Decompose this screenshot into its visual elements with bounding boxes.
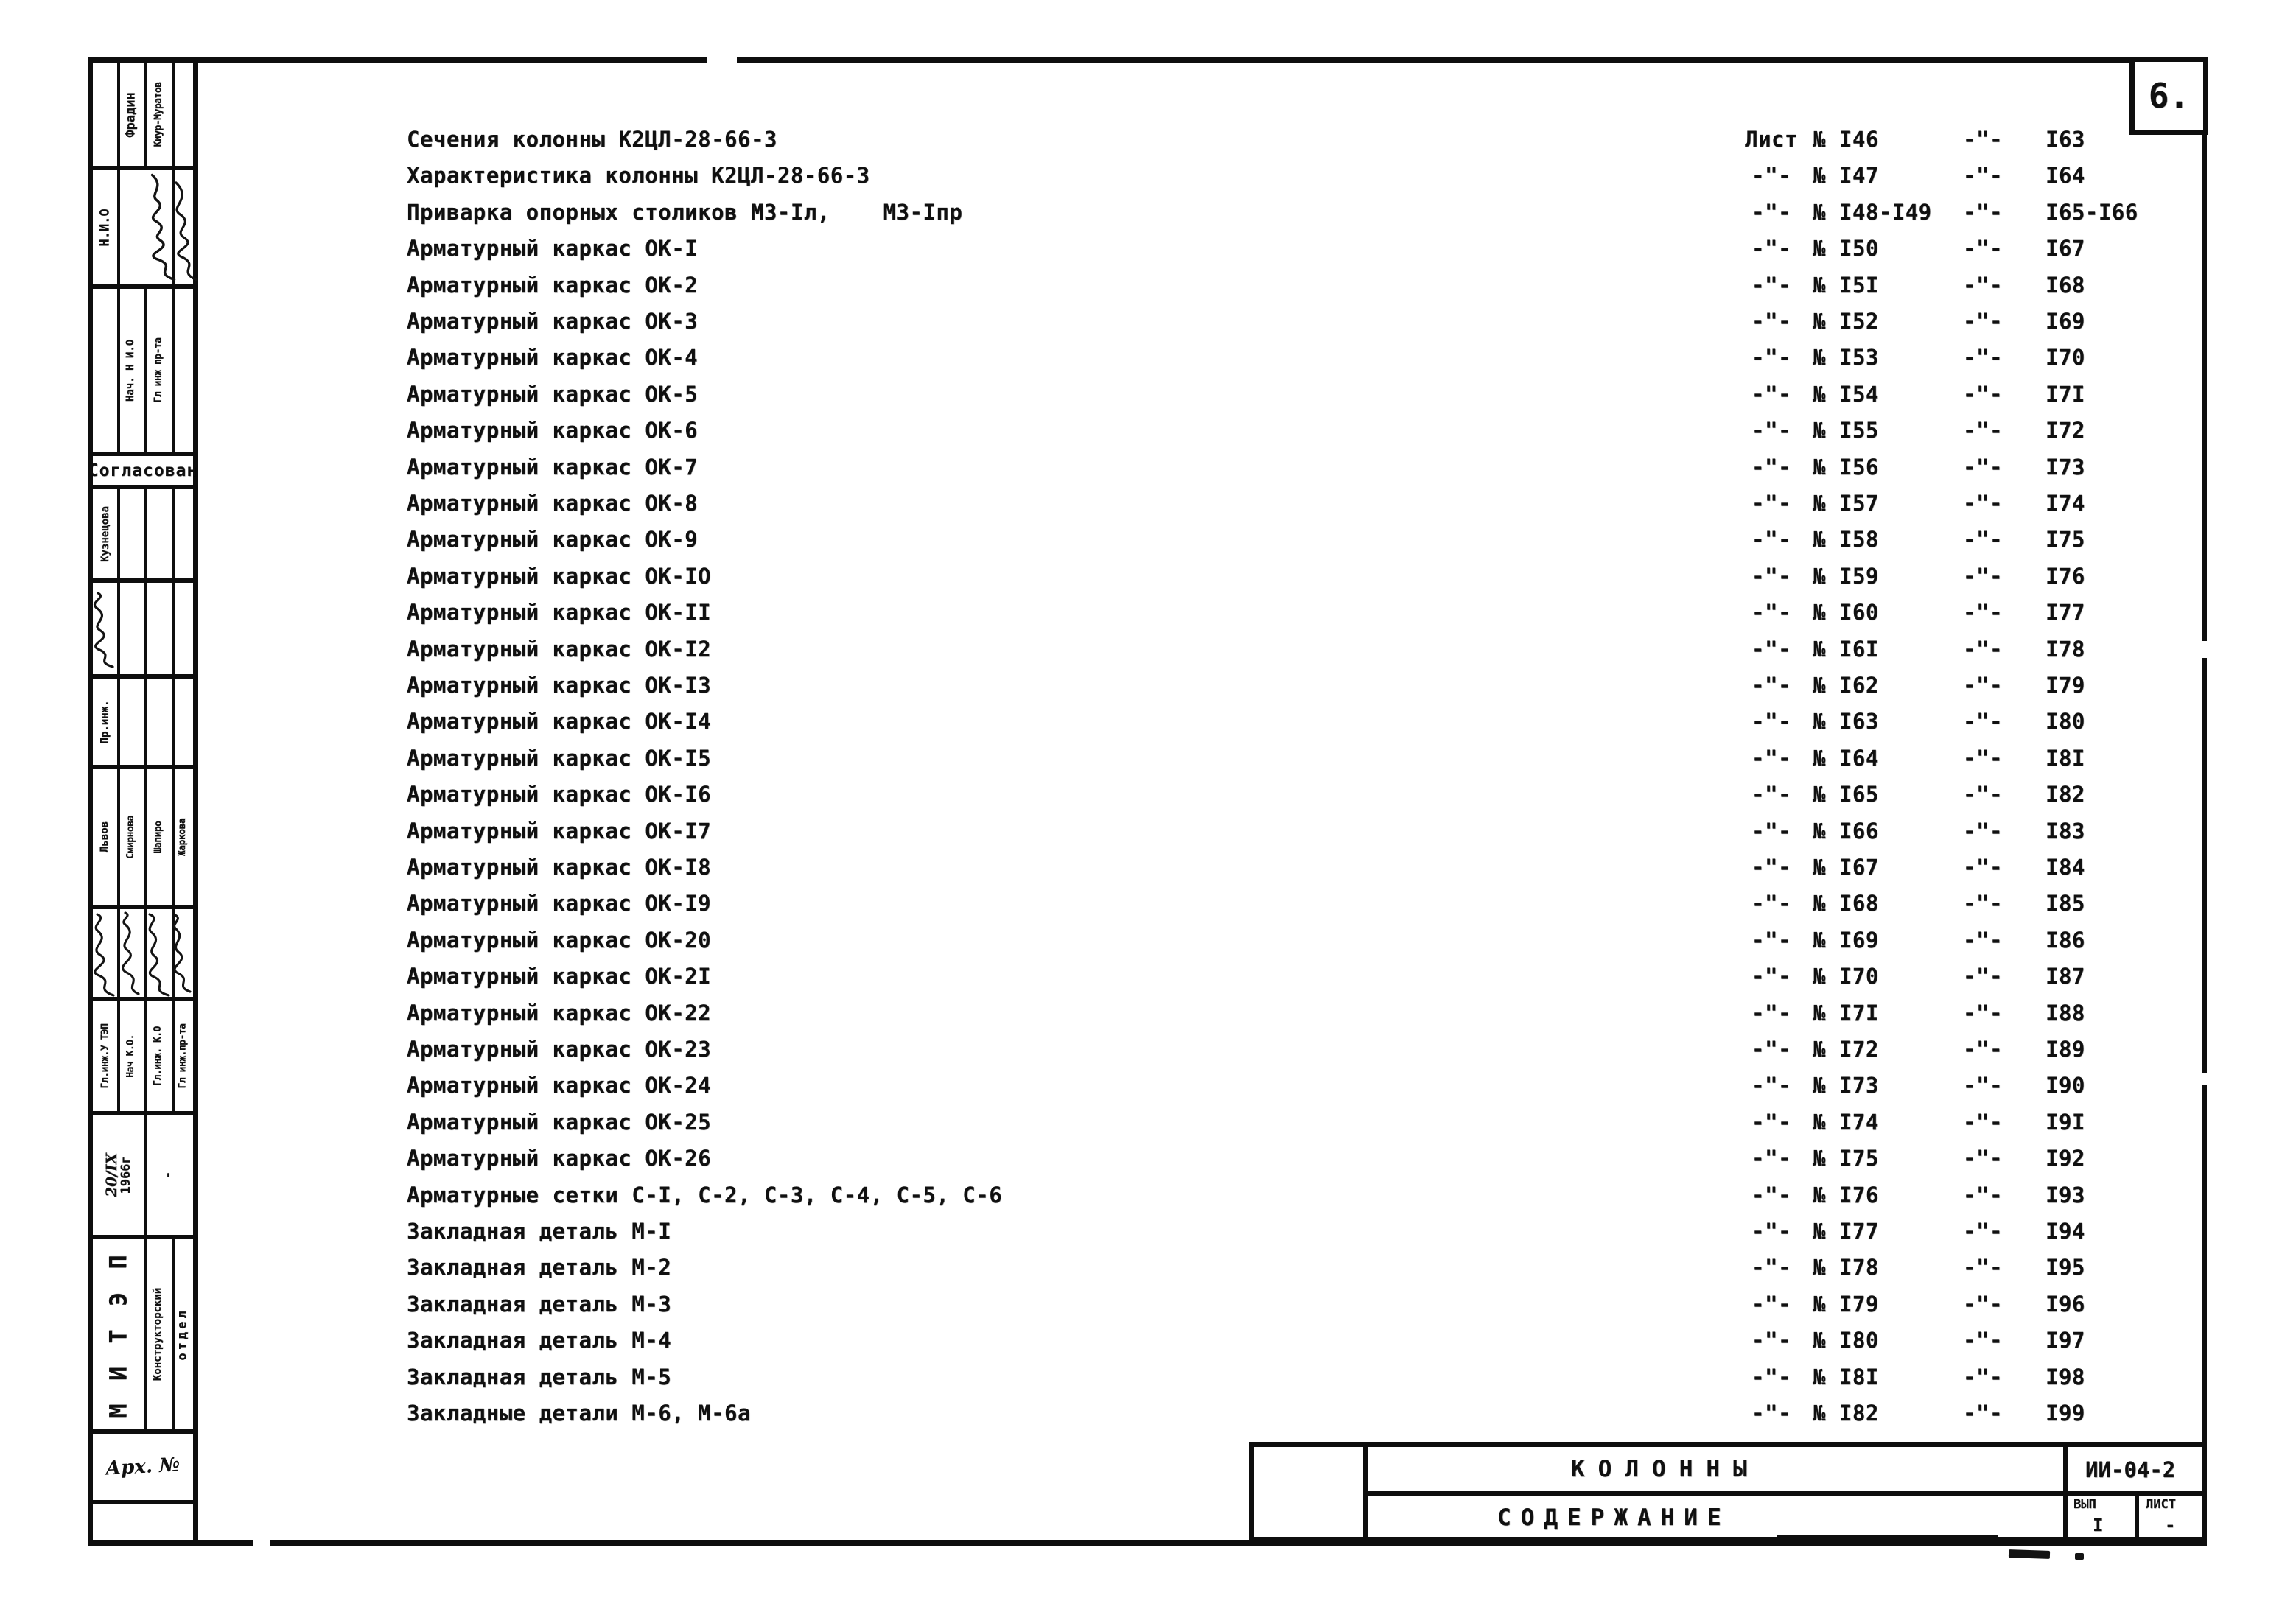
- title-block-subject: КОЛОННЫ: [1571, 1456, 1760, 1482]
- toc-sheet-number: № I77: [1813, 1219, 1879, 1244]
- toc-row: [0, 964, 2296, 1000]
- stamp-name: Жаркова: [177, 818, 189, 856]
- toc-item-title: Арматурный каркас ОК-I2: [407, 636, 712, 662]
- toc-row: [0, 1364, 2296, 1401]
- toc-sheet-ref: -"-: [1751, 745, 1791, 771]
- toc-sheet-ref: -"-: [1751, 782, 1791, 807]
- toc-page-number: I64: [2045, 163, 2085, 189]
- toc-page-number: I68: [2045, 272, 2085, 298]
- toc-sheet-number: № I69: [1813, 927, 1879, 953]
- agreed-role: Пр.инж.: [99, 699, 111, 744]
- toc-item-title: Арматурный каркас ОК-23: [407, 1037, 712, 1062]
- signature-scrawl-icon: [89, 590, 119, 671]
- toc-ditto-mark: -"-: [1963, 272, 2003, 298]
- stamp-name: Львов: [99, 821, 111, 853]
- toc-sheet-number: № I62: [1813, 673, 1879, 698]
- toc-sheet-ref: -"-: [1751, 1000, 1791, 1026]
- stamp-org-block: [93, 1239, 193, 1434]
- toc-row: [0, 673, 2296, 709]
- toc-sheet-number: № I54: [1813, 381, 1879, 407]
- toc-page-number: I76: [2045, 563, 2085, 589]
- toc-ditto-mark: -"-: [1963, 1255, 2003, 1281]
- title-block-divider: [2135, 1496, 2139, 1537]
- stamp-strip: [88, 58, 198, 1546]
- toc-ditto-mark: -"-: [1963, 1291, 2003, 1317]
- toc-sheet-number: № I56: [1813, 454, 1879, 480]
- toc-sheet-ref: -"-: [1751, 309, 1791, 334]
- toc-row: [0, 273, 2296, 309]
- toc-row: [0, 382, 2296, 418]
- toc-page-number: I79: [2045, 673, 2085, 698]
- signature-scrawl-icon: [116, 911, 146, 998]
- toc-sheet-ref: -"-: [1751, 709, 1791, 735]
- toc-page-number: I75: [2045, 527, 2085, 553]
- toc-sheet-number: № I47: [1813, 163, 1879, 189]
- toc-item-title: Закладная деталь М-3: [407, 1291, 672, 1317]
- toc-item-title: Арматурный каркас ОК-25: [407, 1109, 712, 1135]
- toc-ditto-mark: -"-: [1963, 345, 2003, 371]
- toc-sheet-number: № I46: [1813, 127, 1879, 152]
- toc-item-title: Арматурный каркас ОК-8: [407, 491, 699, 516]
- toc-item-title: Закладная деталь М-I: [407, 1219, 672, 1244]
- stamp-nio-block: [93, 170, 193, 289]
- role-label: Гл инж пр-та: [153, 337, 164, 403]
- toc-ditto-mark: -"-: [1963, 927, 2003, 953]
- toc-row: [0, 527, 2296, 563]
- toc-item-title: Арматурный каркас ОК-2: [407, 272, 699, 298]
- toc-page-number: I97: [2045, 1328, 2085, 1353]
- toc-sheet-number: № I76: [1813, 1182, 1879, 1208]
- toc-sheet-number: № I65: [1813, 782, 1879, 807]
- date-year: 1966г: [119, 1156, 134, 1194]
- sheet-value: -: [2165, 1515, 2176, 1535]
- toc-sheet-ref: -"-: [1751, 1109, 1791, 1135]
- toc-sheet-ref: -"-: [1751, 1146, 1791, 1171]
- toc-sheet-ref: -"-: [1751, 236, 1791, 262]
- dept-name-line: отдел: [175, 1308, 190, 1361]
- toc-row: [0, 200, 2296, 236]
- issue-label: ВЫП: [2073, 1497, 2096, 1512]
- toc-row: [0, 236, 2296, 272]
- handwritten-date: 20/IX: [102, 1152, 121, 1198]
- toc-sheet-ref: -"-: [1751, 199, 1791, 225]
- toc-ditto-mark: -"-: [1963, 1000, 2003, 1026]
- stamp-empty-cell: [93, 1504, 193, 1539]
- toc-sheet-ref: -"-: [1751, 1037, 1791, 1062]
- toc-ditto-mark: -"-: [1963, 818, 2003, 844]
- stamp-archive-block: [93, 1434, 193, 1504]
- toc-ditto-mark: -"-: [1963, 745, 2003, 771]
- title-block-code: ИИ-04-2: [2085, 1457, 2176, 1482]
- stamp-role: Гл.инж. К.О: [153, 1026, 164, 1086]
- toc-item-title: Арматурный каркас ОК-IO: [407, 563, 712, 589]
- toc-row: [0, 564, 2296, 600]
- toc-row: [0, 709, 2296, 745]
- toc-ditto-mark: -"-: [1963, 381, 2003, 407]
- toc-sheet-ref: Лист: [1745, 127, 1798, 152]
- toc-item-title: Арматурный каркас ОК-I9: [407, 891, 712, 917]
- toc-page-number: I73: [2045, 454, 2085, 480]
- toc-ditto-mark: -"-: [1963, 673, 2003, 698]
- toc-sheet-ref: -"-: [1751, 491, 1791, 516]
- toc-sheet-ref: -"-: [1751, 927, 1791, 953]
- toc-page-number: I9I: [2045, 1109, 2085, 1135]
- toc-item-title: Арматурный каркас ОК-I4: [407, 709, 712, 735]
- toc-row: [0, 1328, 2296, 1364]
- toc-page-number: I99: [2045, 1401, 2085, 1426]
- toc-ditto-mark: -"-: [1963, 1146, 2003, 1171]
- toc-page-number: I86: [2045, 927, 2085, 953]
- toc-sheet-number: № I48-I49: [1813, 199, 1932, 225]
- toc-sheet-ref: -"-: [1751, 1401, 1791, 1426]
- designer-name: Фрадин: [123, 91, 139, 138]
- toc-row: [0, 637, 2296, 673]
- toc-sheet-number: № I68: [1813, 891, 1879, 917]
- agreed-name: Кузнецова: [99, 505, 111, 562]
- toc-row: [0, 418, 2296, 454]
- toc-ditto-mark: -"-: [1963, 563, 2003, 589]
- toc-sheet-number: № I70: [1813, 964, 1879, 989]
- toc-page-number: I70: [2045, 345, 2085, 371]
- signature-scrawl-icon: [168, 914, 197, 996]
- toc-sheet-ref: -"-: [1751, 454, 1791, 480]
- stamp-roles-block: [93, 1001, 193, 1115]
- toc-item-title: Арматурный каркас ОК-5: [407, 381, 699, 407]
- toc-page-number: I77: [2045, 600, 2085, 626]
- toc-item-title: Арматурный каркас ОК-I7: [407, 818, 712, 844]
- toc-page-number: I89: [2045, 1037, 2085, 1062]
- toc-ditto-mark: -"-: [1963, 1182, 2003, 1208]
- toc-ditto-mark: -"-: [1963, 1364, 2003, 1390]
- toc-page-number: I8I: [2045, 745, 2085, 771]
- sheet-label: ЛИСТ: [2146, 1497, 2176, 1512]
- toc-item-title: Арматурный каркас ОК-I8: [407, 855, 712, 880]
- toc-sheet-number: № I74: [1813, 1109, 1879, 1135]
- toc-row: [0, 1255, 2296, 1291]
- toc-ditto-mark: -"-: [1963, 709, 2003, 735]
- toc-sheet-number: № I67: [1813, 855, 1879, 880]
- toc-ditto-mark: -"-: [1963, 1219, 2003, 1244]
- toc-item-title: Арматурный каркас ОК-I6: [407, 782, 712, 807]
- toc-item-title: Арматурные сетки С-I, С-2, С-3, С-4, С-5, С-6: [407, 1182, 1003, 1208]
- toc-ditto-mark: -"-: [1963, 309, 2003, 334]
- toc-page-number: I63: [2045, 127, 2085, 152]
- toc-sheet-number: № I82: [1813, 1401, 1879, 1426]
- stamp-top-names-block: [93, 63, 193, 170]
- toc-item-title: Арматурный каркас ОК-2I: [407, 964, 712, 989]
- toc-page-number: I95: [2045, 1255, 2085, 1281]
- toc-sheet-ref: -"-: [1751, 345, 1791, 371]
- date-dash: -: [161, 1171, 176, 1180]
- toc-row: [0, 163, 2296, 199]
- toc-sheet-ref: -"-: [1751, 1073, 1791, 1099]
- toc-sheet-number: № I63: [1813, 709, 1879, 735]
- toc-sheet-number: № I78: [1813, 1255, 1879, 1281]
- toc-ditto-mark: -"-: [1963, 1401, 2003, 1426]
- stamp-date-block: [93, 1115, 193, 1239]
- toc-page-number: I69: [2045, 309, 2085, 334]
- stamp-role: Нач К.О.: [125, 1034, 136, 1078]
- toc-item-title: Арматурный каркас ОК-3: [407, 309, 699, 334]
- toc-row: [0, 1292, 2296, 1328]
- toc-page-number: I74: [2045, 491, 2085, 516]
- toc-row: [0, 1073, 2296, 1109]
- toc-sheet-number: № I58: [1813, 527, 1879, 553]
- toc-item-title: Арматурный каркас ОК-24: [407, 1073, 712, 1099]
- toc-row: [0, 1219, 2296, 1255]
- toc-row: [0, 1401, 2296, 1437]
- stamp-role: Гл инж.пр-та: [177, 1023, 189, 1089]
- toc-page-number: I93: [2045, 1182, 2085, 1208]
- toc-sheet-ref: -"-: [1751, 1328, 1791, 1353]
- stamp-names-block: [93, 769, 193, 909]
- toc-page-number: I78: [2045, 636, 2085, 662]
- toc-sheet-number: № I8I: [1813, 1364, 1879, 1390]
- toc-row: [0, 1146, 2296, 1182]
- toc-sheet-ref: -"-: [1751, 272, 1791, 298]
- toc-ditto-mark: -"-: [1963, 1328, 2003, 1353]
- toc-sheet-number: № I53: [1813, 345, 1879, 371]
- toc-page-number: I84: [2045, 855, 2085, 880]
- toc-page-number: I72: [2045, 418, 2085, 444]
- toc-row: [0, 127, 2296, 163]
- toc-item-title: Арматурный каркас ОК-I: [407, 236, 699, 262]
- toc-sheet-number: № I7I: [1813, 1000, 1879, 1026]
- toc-item-title: Арматурный каркас ОК-II: [407, 600, 712, 626]
- toc-ditto-mark: -"-: [1963, 454, 2003, 480]
- toc-row: [0, 600, 2296, 636]
- signature-scrawl-icon: [90, 911, 119, 998]
- toc-sheet-ref: -"-: [1751, 1364, 1791, 1390]
- toc-sheet-ref: -"-: [1751, 964, 1791, 989]
- agreed-label: Согласован: [88, 460, 198, 480]
- toc-sheet-number: № I50: [1813, 236, 1879, 262]
- toc-row: [0, 855, 2296, 891]
- toc-sheet-ref: -"-: [1751, 855, 1791, 880]
- ink-smudge: [2075, 1553, 2084, 1560]
- toc-item-title: Арматурный каркас ОК-I5: [407, 745, 712, 771]
- toc-item-title: Закладная деталь М-5: [407, 1364, 672, 1390]
- toc-page-number: I82: [2045, 782, 2085, 807]
- toc-sheet-number: № I59: [1813, 563, 1879, 589]
- toc-ditto-mark: -"-: [1963, 600, 2003, 626]
- toc-page-number: I67: [2045, 236, 2085, 262]
- stamp-name: Шапиро: [153, 821, 164, 853]
- toc-row: [0, 1001, 2296, 1037]
- toc-sheet-ref: -"-: [1751, 1219, 1791, 1244]
- toc-item-title: Характеристика колонны К2ЦЛ-28-66-3: [407, 163, 870, 189]
- toc-row: [0, 891, 2296, 927]
- toc-sheet-ref: -"-: [1751, 163, 1791, 189]
- toc-item-title: Арматурный каркас ОК-6: [407, 418, 699, 444]
- toc-page-number: I87: [2045, 964, 2085, 989]
- toc-sheet-number: № I64: [1813, 745, 1879, 771]
- stamp-signatures-block: [93, 909, 193, 1001]
- toc-page-number: I7I: [2045, 381, 2085, 407]
- toc-page-number: I65-I66: [2045, 199, 2138, 225]
- toc-sheet-number: № I79: [1813, 1291, 1879, 1317]
- toc-ditto-mark: -"-: [1963, 236, 2003, 262]
- toc-item-title: Арматурный каркас ОК-26: [407, 1146, 712, 1171]
- toc-sheet-number: № I72: [1813, 1037, 1879, 1062]
- toc-row: [0, 928, 2296, 964]
- toc-sheet-ref: -"-: [1751, 600, 1791, 626]
- stamp-name: Смирнова: [125, 815, 136, 859]
- toc-ditto-mark: -"-: [1963, 1109, 2003, 1135]
- toc-page-number: I80: [2045, 709, 2085, 735]
- toc-ditto-mark: -"-: [1963, 855, 2003, 880]
- toc-sheet-number: № I75: [1813, 1146, 1879, 1171]
- toc-item-title: Закладные детали М-6, М-6а: [407, 1401, 751, 1426]
- toc-page-number: I88: [2045, 1000, 2085, 1026]
- toc-row: [0, 782, 2296, 818]
- toc-row: [0, 455, 2296, 491]
- toc-sheet-ref: -"-: [1751, 818, 1791, 844]
- toc-sheet-number: № I5I: [1813, 272, 1879, 298]
- toc-row: [0, 746, 2296, 782]
- stamp-agreed-name-block: [93, 489, 193, 583]
- page-number-box: [2129, 57, 2208, 135]
- toc-sheet-ref: -"-: [1751, 673, 1791, 698]
- toc-sheet-number: № I73: [1813, 1073, 1879, 1099]
- toc-sheet-number: № I57: [1813, 491, 1879, 516]
- toc-item-title: Закладная деталь М-2: [407, 1255, 672, 1281]
- toc-sheet-ref: -"-: [1751, 381, 1791, 407]
- toc-sheet-ref: -"-: [1751, 891, 1791, 917]
- toc-page-number: I96: [2045, 1291, 2085, 1317]
- page-number: 6.: [2148, 76, 2190, 116]
- issue-value: I: [2093, 1515, 2104, 1535]
- toc-row: [0, 819, 2296, 855]
- toc-sheet-ref: -"-: [1751, 418, 1791, 444]
- toc-ditto-mark: -"-: [1963, 418, 2003, 444]
- toc-ditto-mark: -"-: [1963, 199, 2003, 225]
- toc-item-title: Закладная деталь М-4: [407, 1328, 672, 1353]
- toc-row: [0, 345, 2296, 381]
- signature-scrawl-icon: [172, 180, 203, 283]
- toc-ditto-mark: -"-: [1963, 527, 2003, 553]
- toc-sheet-number: № I60: [1813, 600, 1879, 626]
- title-block-divider: [1363, 1491, 2207, 1496]
- archive-label: Арх. №: [105, 1454, 181, 1480]
- toc-sheet-number: № I55: [1813, 418, 1879, 444]
- toc-sheet-number: № I6I: [1813, 636, 1879, 662]
- designer-name: Киур-Муратов: [153, 82, 164, 147]
- toc-item-title: Приварка опорных столиков М3-Iл, М3-Iпр: [407, 199, 963, 225]
- toc-row: [0, 1037, 2296, 1073]
- toc-sheet-number: № I80: [1813, 1328, 1879, 1353]
- toc-item-title: Арматурный каркас ОК-I3: [407, 673, 712, 698]
- toc-page-number: I90: [2045, 1073, 2085, 1099]
- toc-sheet-ref: -"-: [1751, 563, 1791, 589]
- ink-smudge: [2009, 1549, 2050, 1559]
- org-name: М И Т Э П: [104, 1250, 133, 1418]
- dept-name-line: Конструкторский: [152, 1287, 164, 1381]
- stamp-agreed-role-block: [93, 679, 193, 769]
- stamp-agreed-header: [88, 456, 198, 489]
- toc-item-title: Арматурный каркас ОК-4: [407, 345, 699, 371]
- toc-row: [0, 1183, 2296, 1219]
- toc-page-number: I98: [2045, 1364, 2085, 1390]
- toc-sheet-ref: -"-: [1751, 527, 1791, 553]
- toc-item-title: Арматурный каркас ОК-22: [407, 1000, 712, 1026]
- toc-ditto-mark: -"-: [1963, 636, 2003, 662]
- toc-row: [0, 309, 2296, 345]
- role-label: Нач. Н И.О: [125, 339, 137, 402]
- underline-segment: [1777, 1535, 1998, 1538]
- toc-ditto-mark: -"-: [1963, 127, 2003, 152]
- stamp-role: Гл.инж.У ТЭП: [99, 1023, 111, 1089]
- toc-item-title: Арматурный каркас ОК-9: [407, 527, 699, 553]
- title-block: [1249, 1442, 2207, 1542]
- toc-page-number: I92: [2045, 1146, 2085, 1171]
- toc-item-title: Сечения колонны К2ЦЛ-28-66-3: [407, 127, 777, 152]
- toc-sheet-ref: -"-: [1751, 1291, 1791, 1317]
- toc-ditto-mark: -"-: [1963, 891, 2003, 917]
- toc-ditto-mark: -"-: [1963, 1037, 2003, 1062]
- top-border-right-segment: [737, 57, 2129, 63]
- stamp-agreed-signature-block: [93, 583, 193, 679]
- toc-list: [0, 127, 2296, 1446]
- toc-sheet-ref: -"-: [1751, 1255, 1791, 1281]
- toc-page-number: I94: [2045, 1219, 2085, 1244]
- section-label: Н.И.О: [97, 208, 113, 247]
- toc-ditto-mark: -"-: [1963, 964, 2003, 989]
- toc-ditto-mark: -"-: [1963, 782, 2003, 807]
- title-block-doc-title: СОДЕРЖАНИЕ: [1497, 1504, 1731, 1531]
- toc-sheet-ref: -"-: [1751, 636, 1791, 662]
- toc-ditto-mark: -"-: [1963, 1073, 2003, 1099]
- toc-sheet-number: № I66: [1813, 818, 1879, 844]
- toc-ditto-mark: -"-: [1963, 491, 2003, 516]
- toc-item-title: Арматурный каркас ОК-7: [407, 454, 699, 480]
- toc-sheet-number: № I52: [1813, 309, 1879, 334]
- stamp-top-roles-block: [93, 289, 193, 456]
- toc-item-title: Арматурный каркас ОК-20: [407, 927, 712, 953]
- toc-page-number: I83: [2045, 818, 2085, 844]
- toc-row: [0, 1110, 2296, 1146]
- toc-page-number: I85: [2045, 891, 2085, 917]
- toc-row: [0, 491, 2296, 527]
- toc-sheet-ref: -"-: [1751, 1182, 1791, 1208]
- toc-ditto-mark: -"-: [1963, 163, 2003, 189]
